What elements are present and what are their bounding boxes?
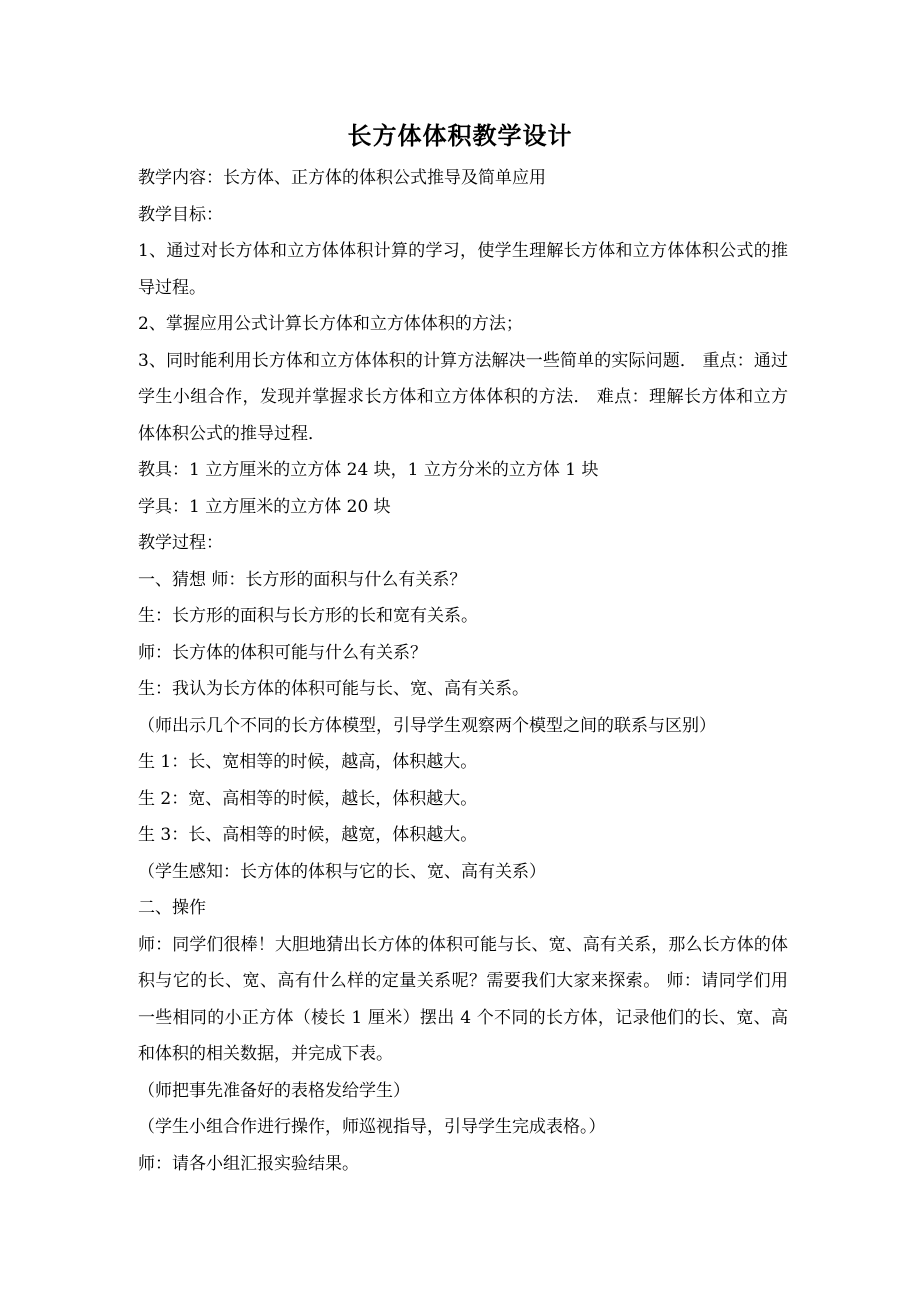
paragraph-objective-2: 2、掌握应用公式计算长方体和立方体体积的方法；	[138, 314, 523, 334]
paragraph-group-work: （学生小组合作进行操作，师巡视指导，引导学生完成表格。）	[138, 1117, 606, 1137]
paragraph-learning-aids: 学具：1 立方厘米的立方体 20 块	[138, 496, 391, 517]
document-body	[138, 160, 788, 1182]
paragraph-objective-3: 3、同时能利用长方体和立方体体积的计算方法解决一些简单的实际问题． 重点：通过学生小组合作，发现并掌握求长方体和立方体体积的方法． 难点：理解长方体和立方体体积公式的推导过程．	[138, 350, 788, 444]
paragraph-objective-1: 1、通过对长方体和立方体体积计算的学习，使学生理解长方体和立方体体积公式的推导过程。	[138, 241, 788, 298]
paragraph-operation-heading: 二、操作	[138, 898, 206, 918]
paragraph-distribute-table: （师把事先准备好的表格发给学生）	[138, 1080, 410, 1101]
paragraph-student-answer-2: 生：我认为长方体的体积可能与长、宽、高有关系。	[138, 679, 529, 699]
paragraph-student-2: 生 2：宽、高相等的时候，越长，体积越大。	[138, 788, 478, 809]
document-title: 长方体体积教学设计	[347, 121, 573, 150]
paragraph-report-results: 师：请各小组汇报实验结果。	[138, 1153, 359, 1174]
paragraph-student-perception: （学生感知：长方体的体积与它的长、宽、高有关系）	[138, 861, 546, 882]
paragraph-teacher-instruction: 师：同学们很棒！大胆地猜出长方体的体积可能与长、宽、高有关系，那么长方体的体积与它的长、宽、高有什么样的定量关系呢？需要我们大家来探索。 师：请同学们用一些相同的小正方体（棱长 1 厘米）摆出 4 个不同的长方体，记录他们的长、宽、高和体积的相关数据，并完成下表。	[138, 934, 788, 1064]
paragraph-content: 教学内容：长方体、正方体的体积公式推导及简单应用	[138, 168, 546, 188]
paragraph-student-3: 生 3：长、高相等的时候，越宽，体积越大。	[138, 825, 478, 845]
paragraph-guess: 一、猜想 师：长方形的面积与什么有关系？	[138, 569, 467, 590]
paragraph-teacher-demo: （师出示几个不同的长方体模型，引导学生观察两个模型之间的联系与区别）	[138, 715, 716, 736]
paragraph-objectives-heading: 教学目标：	[138, 204, 223, 225]
paragraph-teacher-question: 师：长方体的体积可能与什么有关系？	[138, 642, 427, 663]
paragraph-process-heading: 教学过程：	[138, 533, 223, 553]
paragraph-student-answer-1: 生：长方形的面积与长方形的长和宽有关系。	[138, 606, 478, 626]
paragraph-student-1: 生 1：长、宽相等的时候，越高，体积越大。	[138, 752, 478, 772]
paragraph-teaching-aids: 教具：1 立方厘米的立方体 24 块，1 立方分米的立方体 1 块	[138, 460, 599, 480]
